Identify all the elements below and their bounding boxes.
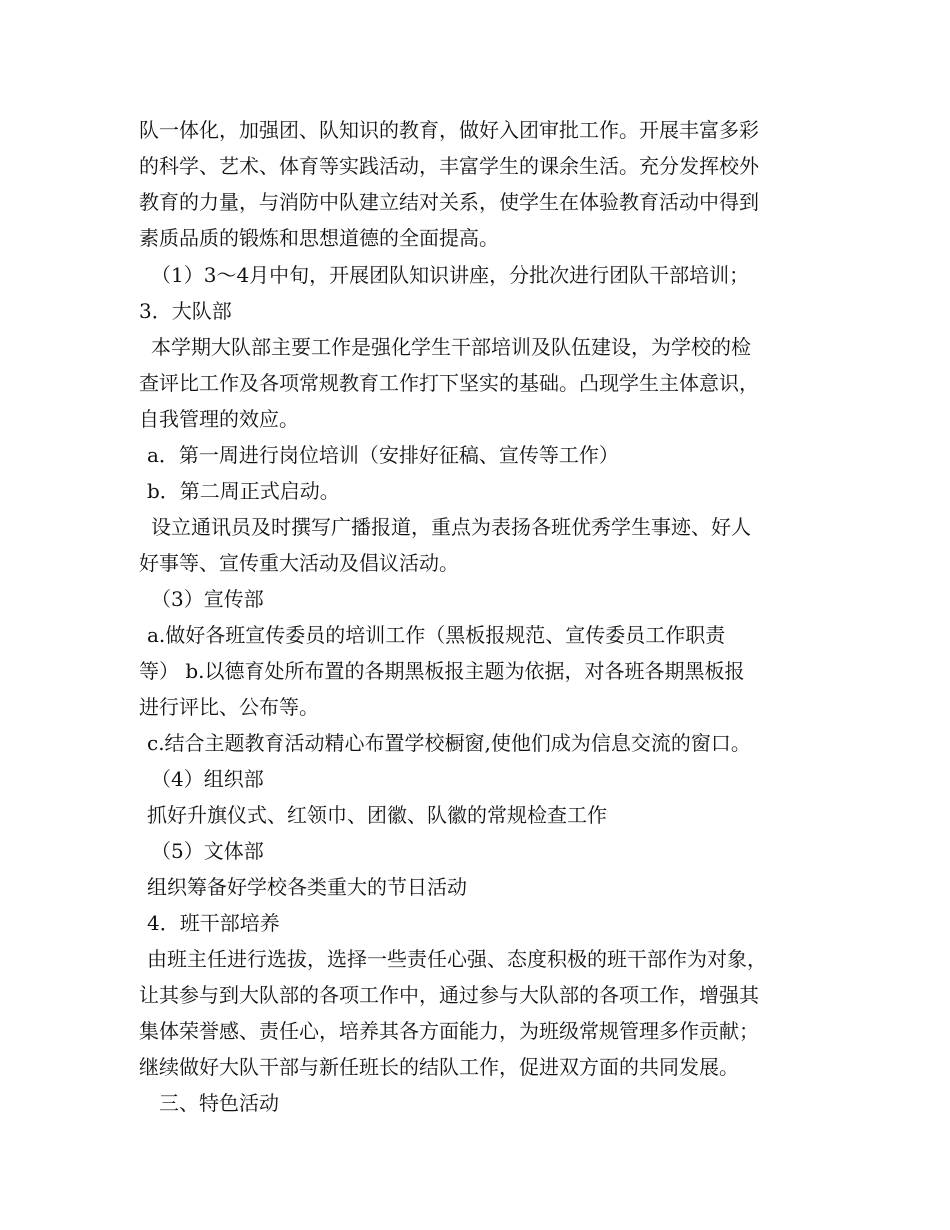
paragraph-line: 集体荣誉感、责任心，培养其各方面能力，为班级常规管理多作贡献； (139, 1019, 759, 1043)
section-heading: 三、特色活动 (159, 1091, 279, 1115)
paragraph-line: 的科学、艺术、体育等实践活动，丰富学生的课余生活。充分发挥校外 (139, 154, 759, 178)
section-heading: 4．班干部培养 (147, 911, 280, 935)
paragraph-line: 等） b.以德育处所布置的各期黑板报主题为依据，对各班各期黑板报 (139, 659, 745, 683)
paragraph-line: 抓好升旗仪式、红领巾、团徽、队徽的常规检查工作 (147, 803, 607, 827)
section-heading: （4）组织部 (151, 767, 264, 791)
paragraph-line: 组织筹备好学校各类重大的节日活动 (147, 875, 467, 899)
paragraph-line: 本学期大队部主要工作是强化学生干部培训及队伍建设，为学校的检 (151, 335, 751, 359)
paragraph-line: 自我管理的效应。 (139, 407, 299, 431)
paragraph-line: 进行评比、公布等。 (139, 695, 319, 719)
paragraph-line: 好事等、宣传重大活动及倡议活动。 (139, 551, 459, 575)
list-item: c.结合主题教育活动精心布置学校橱窗,使他们成为信息交流的窗口。 (147, 731, 751, 755)
paragraph-line: 设立通讯员及时撰写广播报道，重点为表扬各班优秀学生事迹、好人 (151, 515, 751, 539)
section-heading: （3）宣传部 (151, 587, 264, 611)
paragraph-line: 让其参与到大队部的各项工作中，通过参与大队部的各项工作，增强其 (139, 983, 759, 1007)
paragraph-line: 由班主任进行选拔，选择一些责任心强、态度积极的班干部作为对象， (147, 947, 767, 971)
list-item: a．第一周进行岗位培训（安排好征稿、宣传等工作） (147, 443, 619, 467)
section-heading: 3．大队部 (139, 299, 232, 323)
paragraph-line: 教育的力量，与消防中队建立结对关系，使学生在体验教育活动中得到 (139, 190, 759, 214)
paragraph-line: 查评比工作及各项常规教育工作打下坚实的基础。凸现学生主体意识， (139, 371, 759, 395)
list-item: （1）3～4月中旬，开展团队知识讲座，分批次进行团队干部培训； (151, 263, 750, 287)
section-heading: （5）文体部 (151, 839, 264, 863)
paragraph-line: 继续做好大队干部与新任班长的结队工作，促进双方面的共同发展。 (139, 1055, 739, 1079)
paragraph-line: 队一体化，加强团、队知识的教育，做好入团审批工作。开展丰富多彩 (139, 118, 759, 142)
list-item: a.做好各班宣传委员的培训工作（黑板报规范、宣传委员工作职责 (147, 623, 726, 647)
paragraph-line: 素质品质的锻炼和思想道德的全面提高。 (139, 226, 499, 250)
list-item: b．第二周正式启动。 (147, 479, 340, 503)
